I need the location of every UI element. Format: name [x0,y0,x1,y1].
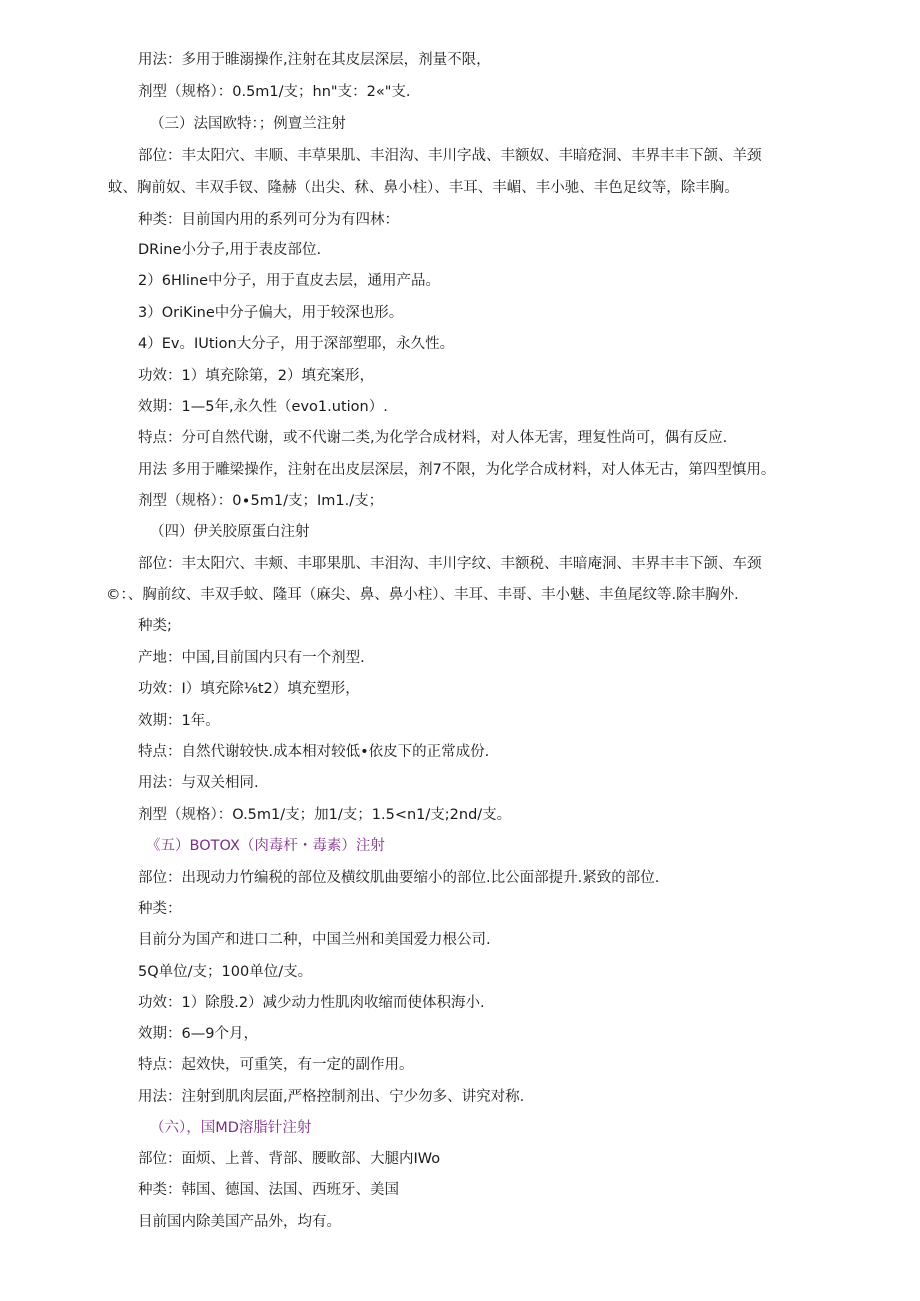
section-heading-5: 《五）BOTOX（肉毒杆・毒素）注射 [146,838,385,854]
text-line-brands-5: 目前分为国产和进口二种，中国兰州和美国爱力根公司. [138,932,491,948]
section-heading-6: （六），国MD溶脂针注射 [150,1120,312,1136]
text-line-dosage-3: 剂型（规格）：0∙5m1∕支；Im1.∕支； [138,493,384,509]
text-line-types-6: 种类：韩国、德国、法国、西班牙、美国 [138,1182,399,1198]
text-line-feature-5: 特点：起效快，可重笑，有一定的副作用。 [138,1057,414,1073]
text-line-usage-4: 用法：与双关相同. [138,775,259,791]
text-line-types-3: 种类：目前国内用的系列可分为有四林： [138,212,399,228]
text-line-type-3-3: 3）OriKine中分子偏大，用于较深也形。 [138,305,404,321]
text-line-site-5: 部位：出现动力竹编税的部位及横纹肌曲要缩小的部位.比公面部提升.紧致的部位. [138,870,660,886]
section-heading-4: （四）伊关胶原蛋白注射 [150,524,310,540]
text-line-site-6: 部位：面烦、上普、背部、腰畋部、大腿内IWo [138,1151,441,1167]
text-line-types-4: 种类; [138,618,172,634]
text-line-origin-4: 产地：中国,目前国内只有一个剂型. [138,650,365,666]
text-line-duration-5: 效期：6—9个月， [138,1026,258,1042]
text-line-effect-5: 功效：1）除殷.2）减少动力性肌肉收缩而使体积海小. [138,995,485,1011]
text-line-types-5: 种类： [138,901,182,917]
text-line-feature-3: 特点：分可自然代谢，或不代谢二类,为化学合成材料，对人体无害，理复性尚可，偶有反应. [138,430,728,446]
text-line-dosage-4: 剂型（规格）：O.5m1∕支；加1/支；1.5<n1∕支;2nd/支。 [138,807,512,823]
text-line-site-3a: 部位：丰太阳穴、丰顺、丰草果肌、丰泪沟、丰川字战、丰额奴、丰暗疮洞、丰界丰丰下颌、羊颈 [138,148,762,164]
text-line-usage-1: 用法：多用于睢溺操作,注射在其皮层深层，剂量不限， [138,52,491,68]
text-line-note-6: 目前国内除美国产品外，均有。 [138,1214,341,1230]
text-line-feature-4: 特点：自然代谢较快.成本相对较低•依皮下的正常成份. [138,744,490,760]
text-line-effect-3: 功效：1）填充除第，2）填充案形， [138,368,374,384]
text-line-duration-4: 效期：1年。 [138,713,220,729]
text-line-units-5: 5Q单位/支；100单位/支。 [138,964,313,980]
section-heading-3: （三）法国欧特：；例亶兰注射 [150,116,346,132]
text-line-site-4b: ©：、胸前纹、丰双手蚊、隆耳（麻尖、鼻、鼻小柱）、丰耳、丰哥、丰小魅、丰鱼尾纹等.除丰胸外. [106,587,739,603]
text-line-type-3-2: 2）6Hline中分子，用于直皮去层，通用产品。 [138,273,441,289]
text-line-usage-3: 用法 多用于雕梁操作，注射在出皮层深层，剂7不限，为化学合成材料，对人体无古，第四型慎用。 [138,462,776,478]
text-line-duration-3: 效期：1—5年,永久性（evo1.ution）. [138,399,388,415]
text-line-type-3-1: DRine小分子,用于表皮部位. [138,242,322,258]
text-line-site-4a: 部位：丰太阳穴、丰颊、丰耶果肌、丰泪沟、丰川字纹、丰额税、丰暗庵洞、丰界丰丰下颌、车颈 [138,556,762,572]
text-line-effect-4: 功效：I）填充除⅛t2）填充塑形， [138,681,360,697]
text-line-type-3-4: 4）Ev。IUtion大分子，用于深部塑耶，永久性。 [138,336,455,352]
text-line-site-3b: 蚊、胸前奴、丰双手钗、隆赫（出尖、秫、鼻小柱）、丰耳、丰嵋、丰小驰、丰色足纹等，除丰胸。 [108,180,739,196]
text-line-dosage-1: 剂型（规格）：0.5m1∕支；hn"支：2«"支. [138,84,411,100]
text-line-usage-5: 用法：注射到肌肉层面,严格控制剂出、宁少勿多、讲究对称. [138,1089,525,1105]
